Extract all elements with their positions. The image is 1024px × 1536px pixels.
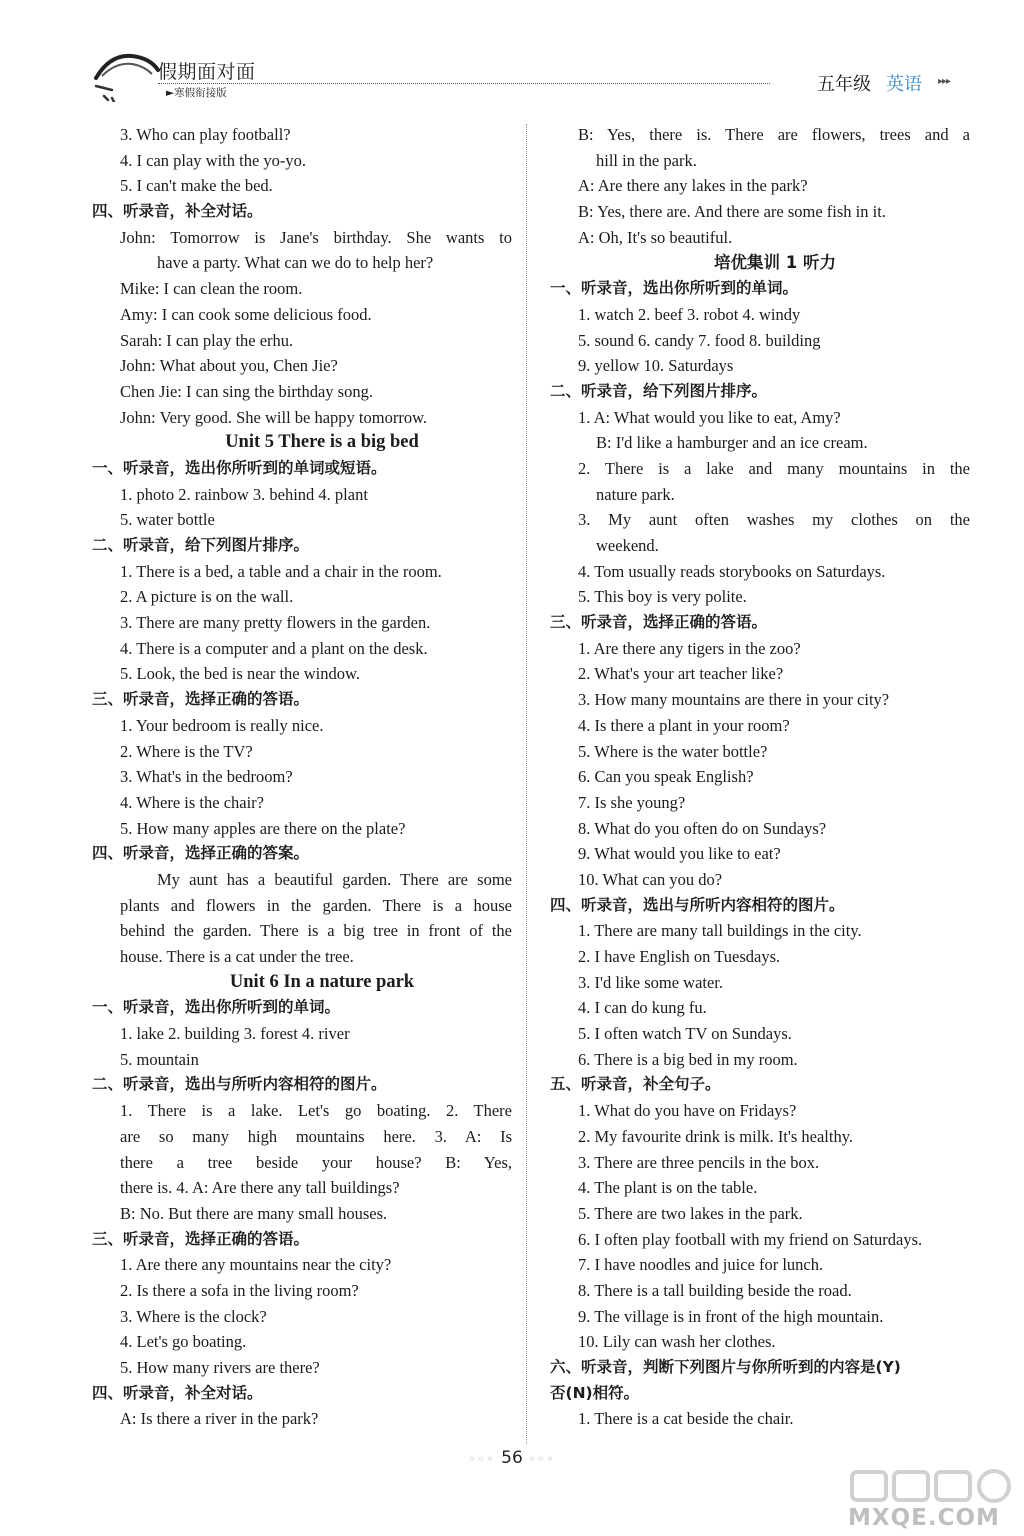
text-line: 4. I can play with the yo-yo.	[120, 150, 307, 170]
text-line: 9. The village is in front of the high mountain.	[578, 1306, 884, 1326]
text-line: 1. A: What would you like to eat, Amy?	[578, 407, 841, 427]
text-line: 4. The plant is on the table.	[578, 1178, 758, 1198]
section-heading: 四、听录音，选择正确的答案。	[92, 844, 310, 863]
page-ornament-left-icon: ◦◦◦	[468, 1452, 496, 1466]
book-subtitle: ►寒假衔接版	[166, 87, 227, 99]
text-line: 2. Where is the TV?	[120, 741, 253, 761]
grade-label: 五年级	[817, 74, 871, 95]
text-line: 1. Are there any tigers in the zoo?	[578, 638, 801, 658]
text-line: hill in the park.	[596, 150, 697, 170]
header-divider	[158, 83, 770, 84]
section-heading: 五、听录音，补全句子。	[550, 1075, 721, 1094]
text-line: nature park.	[596, 484, 675, 504]
text-line: 3. My aunt often washes my clothes on the	[578, 510, 970, 530]
section-heading: 二、听录音，给下列图片排序。	[550, 381, 768, 400]
page-ornament-right-icon: ◦◦◦	[528, 1452, 556, 1466]
text-line: 1. What do you have on Fridays?	[578, 1101, 797, 1121]
unit-heading: Unit 6 In a nature park	[229, 971, 415, 992]
book-logo-icon	[92, 48, 162, 102]
text-line: 7. I have noodles and juice for lunch.	[578, 1255, 824, 1275]
section-heading: 三、听录音，选择正确的答语。	[92, 690, 310, 709]
section-heading: 二、听录音，选出与所听内容相符的图片。	[92, 1075, 387, 1094]
text-line: plants and flowers in the garden. There is a house	[120, 895, 512, 915]
text-line: 1. There is a bed, a table and a chair in the room.	[120, 561, 442, 581]
text-line: B: No. But there are many small houses.	[120, 1203, 388, 1223]
text-line: 2. A picture is on the wall.	[120, 587, 294, 607]
text-line: weekend.	[596, 536, 659, 555]
text-line: 1. photo 2. rainbow 3. behind 4. plant	[120, 484, 368, 504]
text-line: My aunt has a beautiful garden. There are some	[157, 869, 512, 889]
text-line: B: Yes, there are. And there are some fish in it.	[578, 202, 886, 222]
text-line: 1. watch 2. beef 3. robot 4. windy	[578, 304, 801, 324]
unit-heading: Unit 5 There is a big bed	[225, 432, 419, 453]
text-line: 3. How many mountains are there in your city?	[578, 690, 890, 710]
text-line: are so many high mountains here. 3. A: Is	[120, 1126, 512, 1146]
text-line: 2. My favourite drink is milk. It's healthy.	[578, 1126, 854, 1146]
text-line: 3. Where is the clock?	[120, 1306, 267, 1326]
text-line: 1. Are there any mountains near the city?	[120, 1255, 392, 1275]
section-heading: 三、听录音，选择正确的答语。	[92, 1229, 310, 1248]
text-line: there a tree beside your house? B: Yes,	[120, 1152, 512, 1172]
text-line: B: I'd like a hamburger and an ice cream.	[596, 433, 868, 453]
text-line: 2. Is there a sofa in the living room?	[120, 1280, 359, 1300]
text-line: 10. What can you do?	[578, 869, 723, 889]
section-heading: 一、听录音，选出你所听到的单词。	[92, 998, 341, 1017]
text-line: 5. water bottle	[120, 510, 215, 530]
text-line: John: Tomorrow is Jane's birthday. She wants to	[120, 227, 512, 247]
text-line: 1. There is a lake. Let's go boating. 2. There	[120, 1101, 512, 1121]
text-line: B: Yes, there is. There are flowers, trees and a	[578, 125, 970, 144]
text-line: 4. There is a computer and a plant on the desk.	[120, 638, 428, 658]
text-line: 1. There is a cat beside the chair.	[578, 1409, 794, 1429]
text-line: 6. There is a big bed in my room.	[578, 1049, 798, 1069]
text-line: 5. How many apples are there on the plate?	[120, 818, 406, 838]
book-title: 假期面对面	[158, 61, 256, 83]
text-line: Amy: I can cook some delicious food.	[120, 304, 372, 324]
text-line: 5. mountain	[120, 1049, 199, 1069]
arrows-icon: ▸▸▸	[938, 76, 951, 87]
text-line: 7. Is she young?	[578, 792, 686, 812]
text-line: Mike: I can clean the room.	[120, 279, 303, 299]
text-line: 3. There are three pencils in the box.	[578, 1152, 820, 1172]
section-heading: 一、听录音，选出你所听到的单词。	[550, 279, 799, 298]
text-line: behind the garden. There is a big tree in front of the	[120, 921, 512, 941]
right-column	[550, 122, 970, 1432]
section-heading: 一、听录音，选出你所听到的单词或短语。	[92, 458, 387, 477]
text-line: 5. sound 6. candy 7. food 8. building	[578, 330, 821, 350]
text-line: 9. yellow 10. Saturdays	[578, 356, 734, 376]
text-line: 5. I often watch TV on Sundays.	[578, 1024, 792, 1044]
text-line: 10. Lily can wash her clothes.	[578, 1332, 776, 1352]
text-line: 4. I can do kung fu.	[578, 998, 707, 1018]
text-line: A: Is there a river in the park?	[120, 1409, 319, 1429]
watermark-url: MXQE.COM	[848, 1505, 1000, 1531]
text-line: 4. Is there a plant in your room?	[578, 715, 790, 735]
text-line: house. There is a cat under the tree.	[120, 947, 354, 966]
section-heading: 四、听录音，选出与所听内容相符的图片。	[550, 895, 845, 914]
training-heading: 培优集训 1 听力	[714, 253, 836, 273]
left-column	[92, 122, 512, 1432]
text-line: 1. Your bedroom is really nice.	[120, 715, 324, 735]
text-line: 6. Can you speak English?	[578, 767, 754, 787]
text-line: 5. Look, the bed is near the window.	[120, 664, 360, 684]
text-line: 9. What would you like to eat?	[578, 844, 781, 864]
section-heading: 三、听录音，选择正确的答语。	[550, 613, 768, 632]
text-line: 5. I can't make the bed.	[120, 176, 273, 196]
text-line: 4. Tom usually reads storybooks on Saturdays.	[578, 561, 886, 581]
text-line: Chen Jie: I can sing the birthday song.	[120, 381, 373, 401]
column-divider	[526, 124, 527, 1444]
section-heading: 四、听录音，补全对话。	[92, 1383, 263, 1402]
page-number	[0, 1448, 1024, 1468]
text-line: 4. Let's go boating.	[120, 1332, 247, 1352]
text-line: 1. There are many tall buildings in the city.	[578, 921, 862, 941]
text-line: have a party. What can we do to help her?	[157, 253, 434, 273]
text-line: 4. Where is the chair?	[120, 792, 265, 812]
text-line: 2. There is a lake and many mountains in the	[578, 458, 970, 478]
text-line: A: Are there any lakes in the park?	[578, 176, 808, 196]
text-line: 3. Who can play football?	[120, 125, 291, 144]
text-line: 8. What do you often do on Sundays?	[578, 818, 827, 838]
page-number-value: 56	[501, 1448, 523, 1468]
text-line: 5. Where is the water bottle?	[578, 741, 768, 761]
text-line: 3. There are many pretty flowers in the garden.	[120, 613, 431, 633]
text-line: 8. There is a tall building beside the road.	[578, 1280, 852, 1300]
text-line: 2. I have English on Tuesdays.	[578, 947, 781, 966]
text-line: 6. I often play football with my friend on Saturdays.	[578, 1229, 923, 1249]
text-line: 2. What's your art teacher like?	[578, 664, 784, 684]
text-line: A: Oh, It's so beautiful.	[578, 227, 733, 247]
section-heading: 四、听录音，补全对话。	[92, 202, 263, 221]
text-line: John: Very good. She will be happy tomorrow.	[120, 407, 428, 427]
text-line: there is. 4. A: Are there any tall buildings?	[120, 1178, 400, 1198]
subject-label: 英语	[886, 74, 922, 95]
text-line: 5. There are two lakes in the park.	[578, 1203, 803, 1223]
text-line: 5. This boy is very polite.	[578, 587, 747, 607]
section-heading: 否(N)相符。	[550, 1383, 640, 1402]
text-line: Sarah: I can play the erhu.	[120, 330, 294, 350]
text-line: 1. lake 2. building 3. forest 4. river	[120, 1024, 350, 1044]
section-heading: 六、听录音，判断下列图片与你所听到的内容是(Y)	[550, 1358, 901, 1376]
text-line: 3. What's in the bedroom?	[120, 767, 293, 787]
text-line: 5. How many rivers are there?	[120, 1358, 320, 1377]
section-heading: 二、听录音，给下列图片排序。	[92, 536, 310, 554]
text-line: 3. I'd like some water.	[578, 972, 724, 992]
text-line: John: What about you, Chen Jie?	[120, 356, 338, 376]
